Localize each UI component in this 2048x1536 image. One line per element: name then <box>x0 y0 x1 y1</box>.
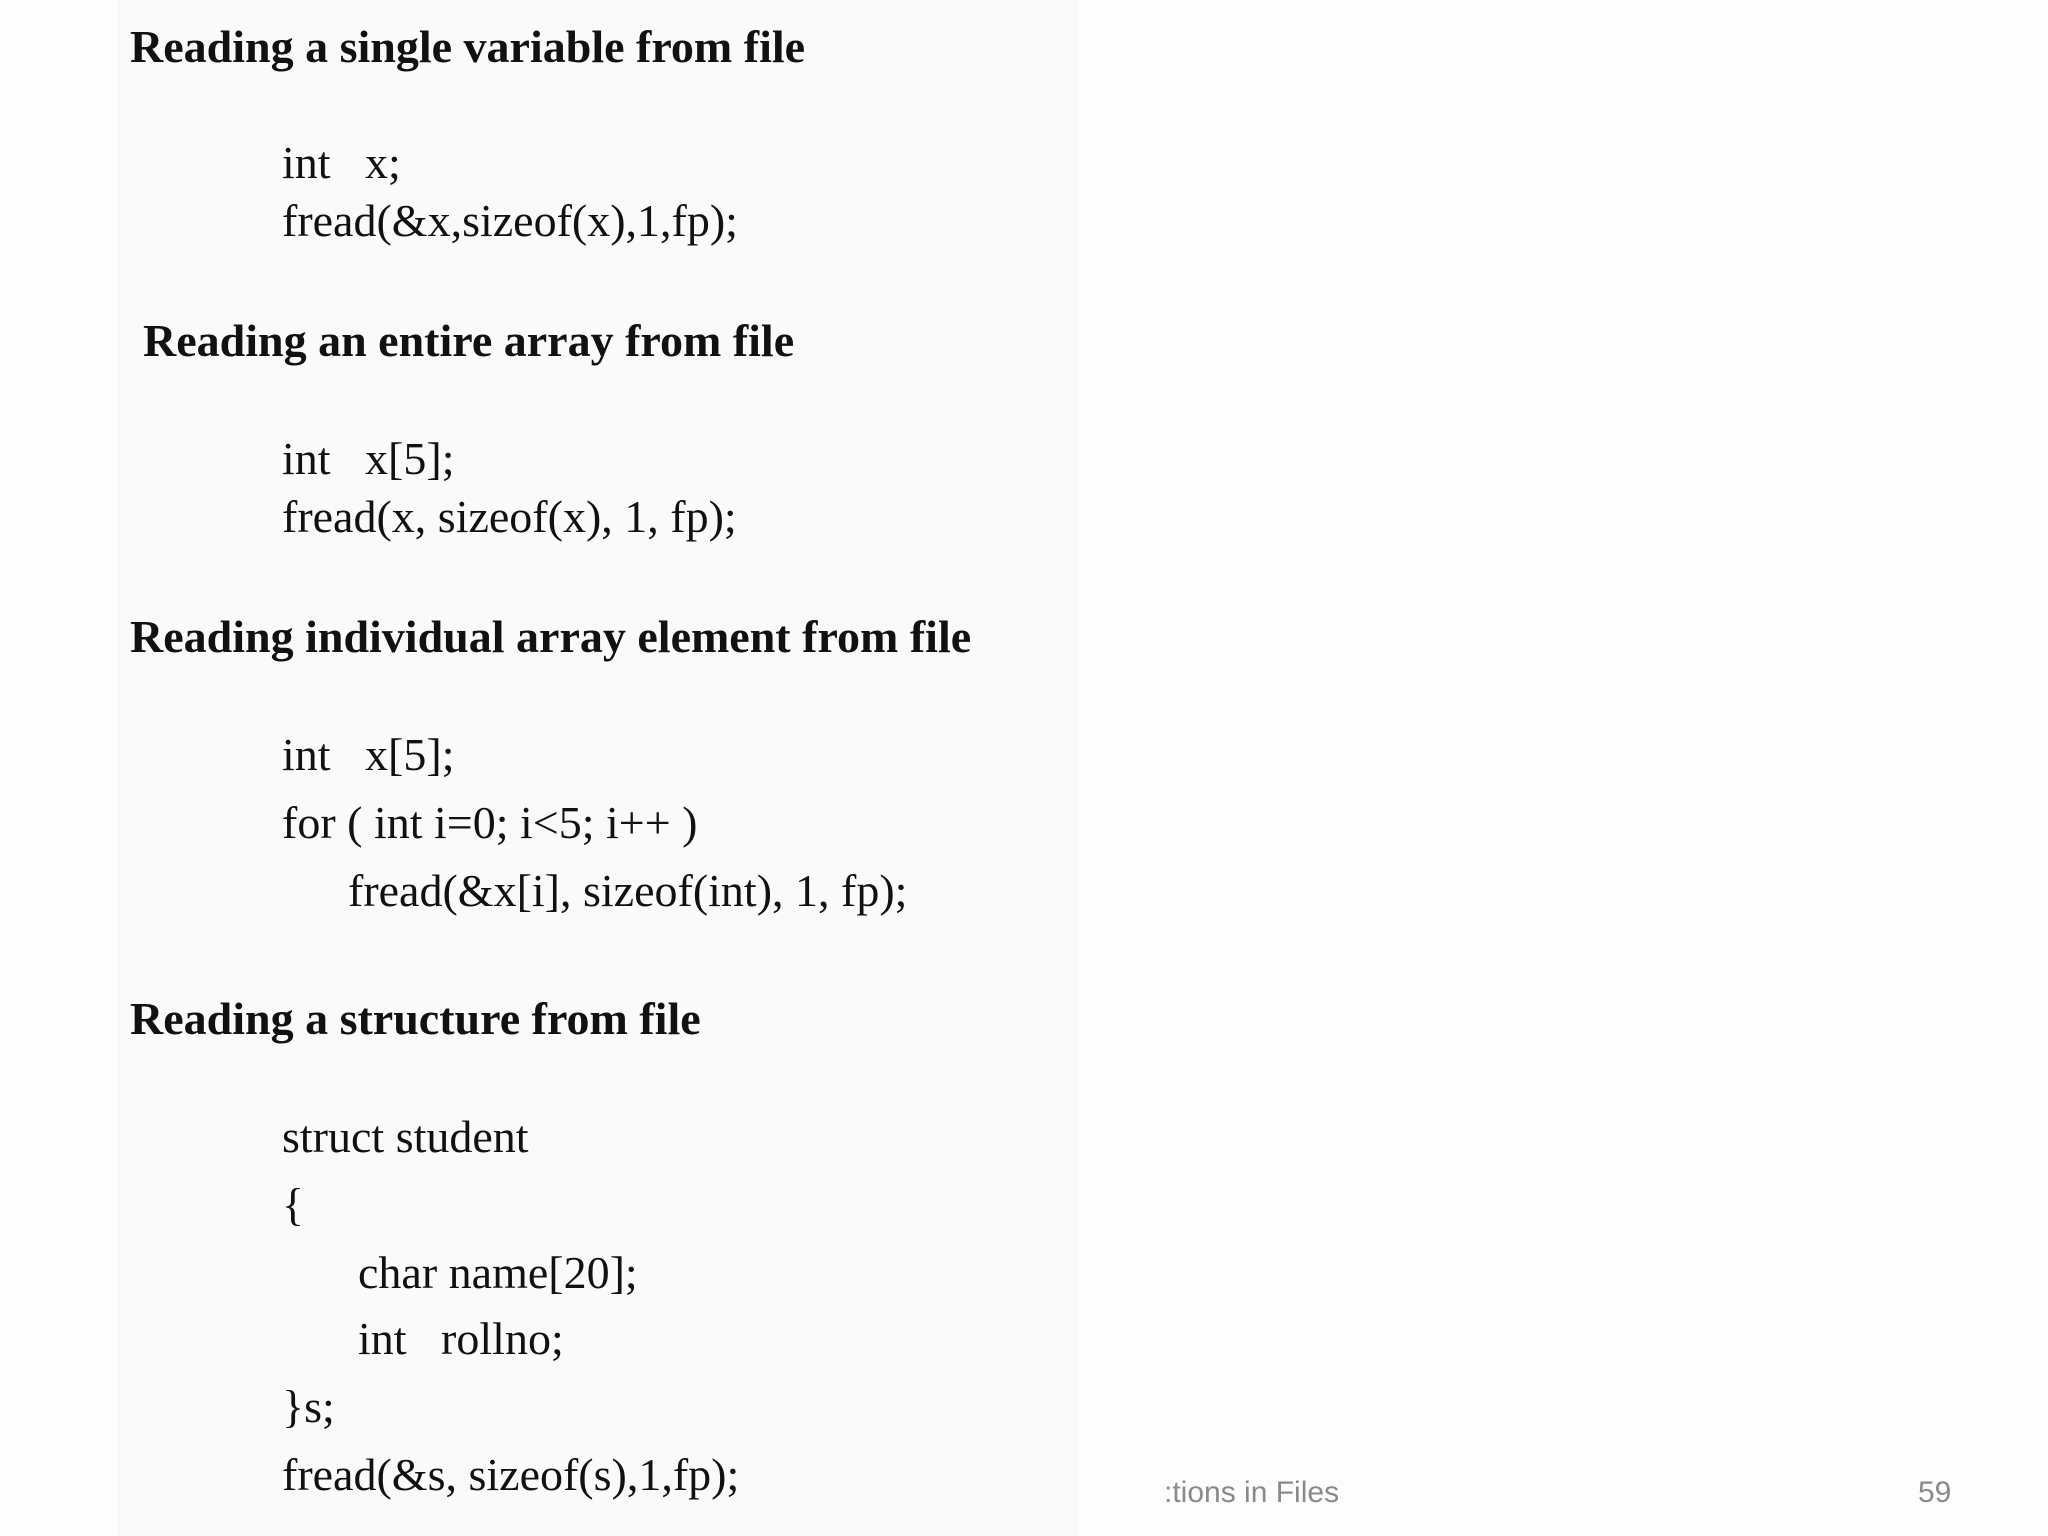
footer-title: :tions in Files <box>1164 1476 1340 1509</box>
code-line: fread(&x,sizeof(x),1,fp); <box>282 195 738 246</box>
code-line: fread(&x[i], sizeof(int), 1, fp); <box>348 865 908 916</box>
section-heading-single-variable: Reading a single variable from file <box>130 21 806 72</box>
section-heading-individual-element: Reading individual array element from file <box>130 611 972 662</box>
code-line: { <box>282 1179 305 1230</box>
section-heading-structure: Reading a structure from file <box>130 993 701 1044</box>
code-line: for ( int i=0; i<5; i++ ) <box>282 797 698 848</box>
page-number: 59 <box>1918 1476 1952 1509</box>
section-heading-entire-array: Reading an entire array from file <box>143 315 795 366</box>
code-line: int x[5]; <box>282 729 455 780</box>
code-line: int x[5]; <box>282 433 455 484</box>
code-line: }s; <box>282 1381 335 1432</box>
code-line: int rollno; <box>358 1313 564 1364</box>
code-line: char name[20]; <box>358 1247 638 1298</box>
code-line: struct student <box>282 1111 529 1162</box>
code-line: fread(x, sizeof(x), 1, fp); <box>282 491 737 542</box>
code-line: int x; <box>282 137 401 188</box>
code-line: fread(&s, sizeof(s),1,fp); <box>282 1449 740 1500</box>
